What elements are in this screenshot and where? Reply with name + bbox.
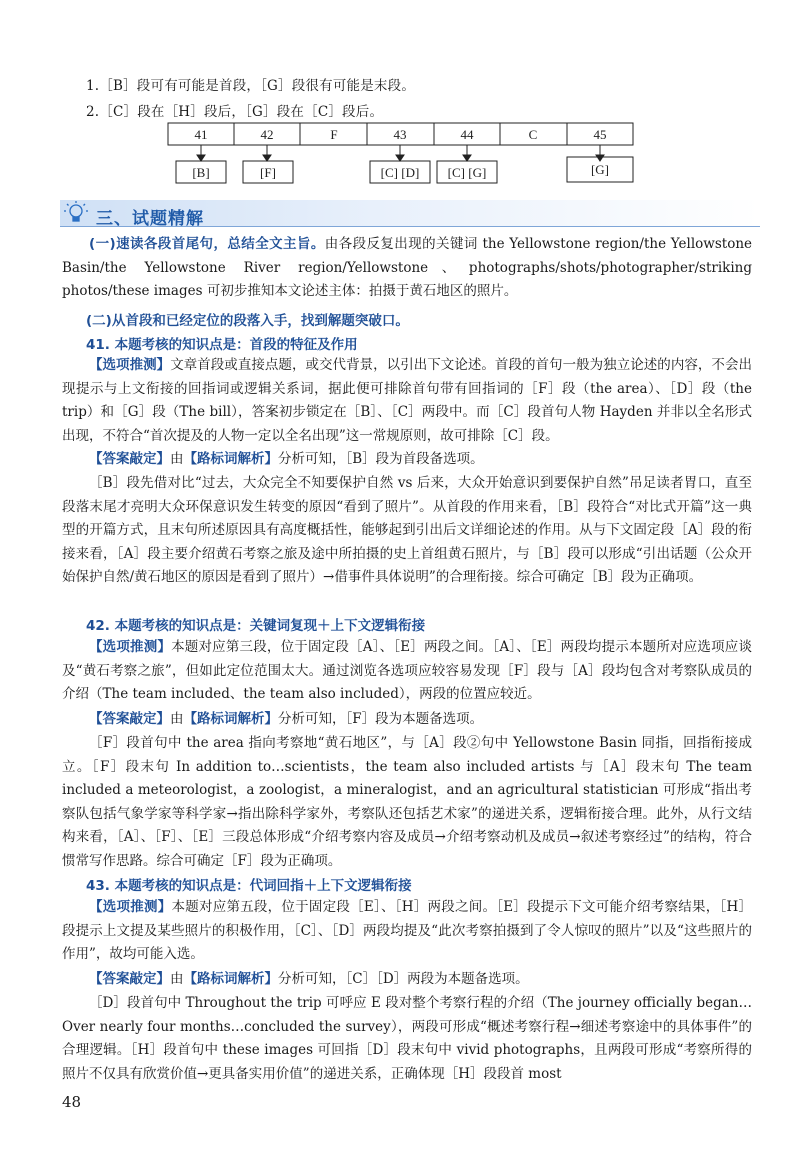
q43-option-guess	[62, 896, 752, 967]
q43-tag-signpost: 【路标词解析】	[183, 971, 278, 987]
cell-42: 42	[260, 127, 274, 142]
q42-heading: 42. 本题考核的知识点是：关键词复现＋上下文逻辑衔接	[86, 618, 426, 634]
q41-analysis: ［B］段先借对比“过去，大众完全不知要保护自然 vs 后来，大众开始意识到要保护自然”吊足读者胃口，直至段落末尾才亮明大众环保意识发生转变的原因“看到了照片”。从首段的作用来看，［B］段符合“对比式开篇”这一典型的开篇方式，且末句所述原因具有高度概括性，能够起到引出后文详细论述的作用。从与下文固定段［A］段的衔接来看，［A］段主要介绍黄石考察之旅及途中所拍摄的史上首组黄石照片，与［B］段可以形成“引出话题（公众开始保护自然/黄石地区的原因是看到了照片）→借事件具体说明”的合理衔接。综合可确定［B］段为正确项。	[62, 475, 752, 585]
page-number: 48	[62, 1093, 82, 1111]
q41-tag-signpost: 【路标词解析】	[183, 451, 278, 467]
q42-answer-confirm	[62, 708, 752, 732]
cell-c: C	[528, 127, 538, 142]
answer-43: [C] [D]	[380, 165, 420, 180]
q43-tag-confirm: 【答案敲定】	[89, 971, 170, 987]
q43-heading: 43. 本题考核的知识点是：代词回指＋上下文逻辑衔接	[86, 878, 412, 894]
intro-lead-1: (一)速读各段首尾句，总结全文主旨。	[89, 236, 325, 252]
q41-tag-confirm: 【答案敲定】	[89, 451, 170, 467]
q43-answer-confirm	[62, 968, 752, 992]
q42-option-guess	[62, 636, 752, 707]
q41-confirm-text-a: 由	[170, 451, 184, 467]
section-title: 三、试题精解	[96, 209, 204, 229]
cell-41: 41	[194, 127, 208, 142]
cell-45: 45	[593, 127, 607, 142]
intro-text-1: 由各段反复出现的关键词 the Yellowstone region/the Yellowstone Basin/the Yellowstone River region/Yellowstone、photographs/shots/photographer/striking photos/these images 可初步推知本文论述主体：拍摄于黄石地区的照片。	[62, 236, 752, 299]
paragraph-order-diagram	[0, 0, 800, 200]
answer-41: [B]	[192, 165, 210, 180]
q42-guess-text: 本题对应第三段，位于固定段［A］、［E］两段之间。［A］、［E］两段均提示本题所对应选项应谈及“黄石考察之旅”，但如此定位范围太大。通过浏览各选项应较容易发现［F］段与［A］段均包含对考察队成员的介绍（The team included、the team also included），两段的位置应较近。	[62, 639, 752, 702]
hint-line-2: 2.［C］段在［H］段后，［G］段在［C］段后。	[86, 104, 384, 120]
answer-42: [F]	[260, 165, 276, 180]
q41-heading: 41. 本题考核的知识点是：首段的特征及作用	[86, 337, 358, 353]
hint-line-1: 1.［B］段可有可能是首段，［G］段很有可能是末段。	[86, 78, 416, 94]
q43-analysis: ［D］段首句中 Throughout the trip 可呼应 E 段对整个考察行程的介绍（The journey officially began…Over nearly four months…concluded the survey），两段可形成“概述考察行程→细述考察途中的具体事件”的合理逻辑。［H］段首句中 these images 可回指［D］段末句中 vivid photographs，且两段可形成“考察所得的照片不仅具有欣赏价值→更具备实用价值”的递进关系，正确体现［H］段段首 most	[62, 995, 752, 1082]
cell-44: 44	[460, 127, 474, 142]
q43-tag-guess: 【选项推测】	[89, 899, 172, 915]
cell-f: F	[330, 127, 338, 142]
q43-confirm-text-a: 由	[170, 971, 184, 987]
q42-tag-guess: 【选项推测】	[89, 639, 172, 655]
cell-43: 43	[393, 127, 407, 142]
intro-paragraph	[62, 233, 752, 304]
q41-confirm-text-b: 分析可知，［B］段为首段备选项。	[278, 451, 484, 467]
q41-guess-text: 文章首段或直接点题，或交代背景，以引出下文论述。首段的首句一般为独立论述的内容，不会出现提示与上文衔接的回指词或逻辑关系词，据此便可排除首句带有回指词的［F］段（the area）、［D］段（the trip）和［G］段（The bill），答案初步锁定在［B］、［C］两段中。而［C］段首句人物 Hayden 并非以全名形式出现，不符合“首次提及的人物一定以全名出现”这一常规原则，故可排除［C］段。	[62, 357, 752, 444]
lightbulb-icon	[62, 200, 90, 226]
q42-tag-confirm: 【答案敲定】	[89, 711, 170, 727]
q42-analysis: ［F］段首句中 the area 指向考察地“黄石地区”，与［A］段②句中 Yellowstone Basin 同指，回指衔接成立。［F］段末句 In addition to…scientists，the team also included artists 与［A］段末句 The team included a meteorologist，a zoologist，a mineralogist，and an agricultural statistician 可形成“指出考察队包括气象学家等科学家→指出除科学家外，考察队还包括艺术家”的递进关系，逻辑衔接合理。此外，从行文结构来看，［A］、［F］、［E］三段总体形成“介绍考察内容及成员→介绍考察动机及成员→叙述考察经过”的结构，符合惯常写作思路。综合可确定［F］段为正确项。	[62, 735, 752, 869]
q43-confirm-text-b: 分析可知，［C］［D］两段为本题备选项。	[278, 971, 529, 987]
q42-confirm-text-b: 分析可知，［F］段为本题备选项。	[278, 711, 484, 727]
answer-45: [G]	[590, 162, 610, 177]
answer-44: [C] [G]	[447, 165, 487, 180]
q43-guess-text: 本题对应第五段，位于固定段［E］、［H］两段之间。［E］段提示下文可能介绍考察结果，［H］段提示上文提及某些照片的积极作用，［C］、［D］两段均提及“此次考察拍摄到了令人惊叹的照片”以及“这些照片的作用”，故均可能入选。	[62, 899, 752, 962]
q41-answer-confirm	[62, 448, 752, 472]
q41-option-guess	[62, 354, 752, 448]
q41-tag-guess: 【选项推测】	[89, 357, 171, 373]
q42-confirm-text-a: 由	[170, 711, 184, 727]
q42-tag-signpost: 【路标词解析】	[183, 711, 278, 727]
intro-lead-2: (二)从首段和已经定位的段落入手，找到解题突破口。	[86, 313, 409, 329]
